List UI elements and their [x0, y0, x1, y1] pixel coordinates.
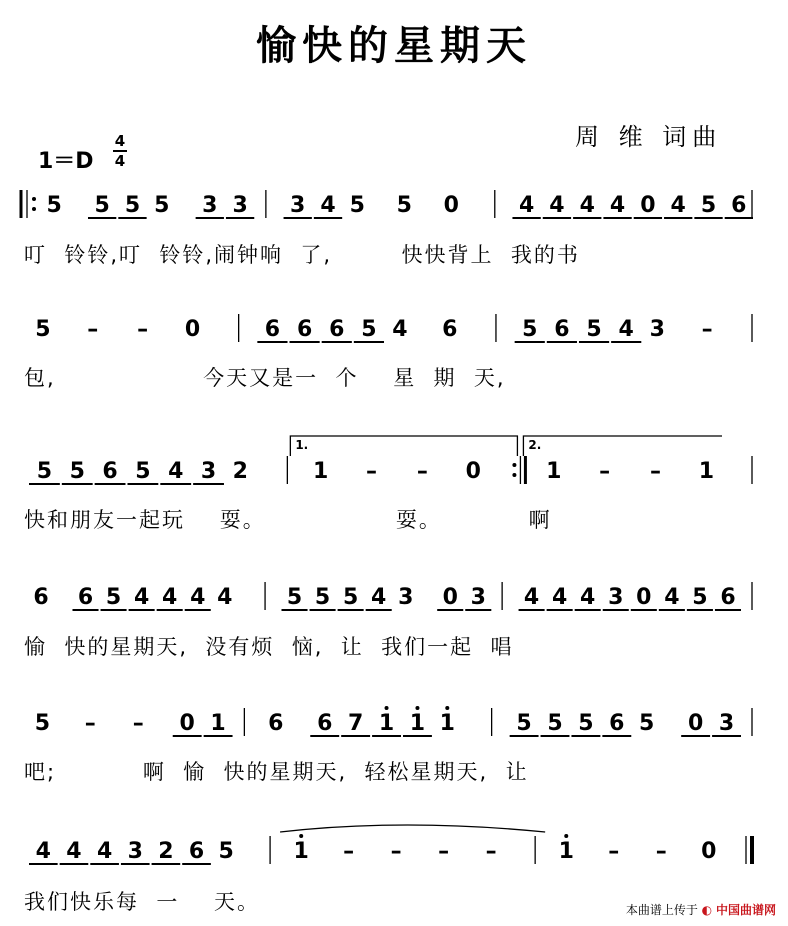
tie-arc — [280, 825, 545, 832]
high-octave-dot — [299, 834, 303, 838]
lyric-line: 快和朋友一起玩 耍。 耍。 啊 — [24, 508, 552, 532]
site-logo-icon: ◐ — [701, 903, 713, 917]
note: 0 — [465, 459, 481, 484]
note: 0 — [640, 193, 656, 218]
note: 5 — [36, 459, 53, 484]
note: 5 — [342, 585, 359, 610]
note: – — [599, 459, 611, 484]
note: 0 — [687, 711, 704, 736]
note: 6 — [720, 585, 736, 610]
note: 5 — [286, 585, 303, 610]
note: 6 — [33, 585, 49, 610]
note: 5 — [105, 585, 122, 610]
note: 0 — [184, 317, 201, 342]
footer-text: 本曲谱上传于 — [625, 903, 698, 917]
note: 2 — [158, 839, 174, 864]
volta-bracket — [523, 436, 722, 456]
note: 5 — [578, 711, 594, 736]
note: 4 — [580, 585, 596, 610]
key-signature: 1＝D — [38, 149, 94, 174]
note: 5 — [154, 193, 170, 218]
lyric-line: 吧; 啊 愉 快的星期天, 轻松星期天, 让 — [24, 760, 529, 784]
high-octave-dot — [385, 706, 389, 710]
note: 5 — [516, 711, 532, 736]
repeat-dot — [512, 473, 516, 477]
note: 5 — [638, 711, 655, 736]
note: 3 — [232, 193, 248, 218]
note: 4 — [392, 317, 408, 342]
note: 1 — [439, 711, 455, 736]
note: 6 — [264, 317, 281, 342]
note: – — [343, 839, 355, 864]
note: 0 — [701, 839, 717, 864]
high-octave-dot — [564, 834, 568, 838]
note: 1 — [558, 839, 574, 864]
time-signature-bottom: 4 — [114, 152, 126, 170]
note: 4 — [551, 585, 568, 610]
note: 5 — [586, 317, 602, 342]
site-logo: 中国曲谱网 — [715, 903, 776, 917]
note: 1 — [546, 459, 562, 484]
note: 5 — [349, 193, 365, 218]
note: 4 — [162, 585, 178, 610]
note: – — [655, 839, 667, 864]
note: – — [366, 459, 378, 484]
note: – — [485, 839, 497, 864]
lyric-line: 愉 快的星期天, 没有烦 恼, 让 我们一起 唱 — [24, 635, 514, 659]
note: 3 — [290, 193, 306, 218]
note: 3 — [649, 317, 665, 342]
note: 6 — [442, 317, 458, 342]
note: 4 — [518, 193, 535, 218]
note: 0 — [443, 193, 459, 218]
note: 6 — [188, 839, 205, 864]
note: 0 — [636, 585, 652, 610]
note: 4 — [664, 585, 680, 610]
note: 4 — [320, 193, 336, 218]
note: 5 — [314, 585, 331, 610]
note: 5 — [692, 585, 708, 610]
note: 3 — [200, 459, 217, 484]
note: 3 — [127, 839, 143, 864]
note: – — [701, 317, 713, 342]
note: – — [87, 317, 99, 342]
note: 5 — [522, 317, 538, 342]
composer-credit: 周 维 词曲 — [575, 123, 723, 151]
note: 4 — [96, 839, 113, 864]
lyric-line: 我们快乐每 一 天。 — [24, 890, 261, 914]
note: 6 — [329, 317, 345, 342]
lyric-line: 叮 铃铃,叮 铃铃,闹钟响 了, 快快背上 我的书 — [24, 243, 580, 267]
note: 6 — [77, 585, 94, 610]
note: 5 — [34, 711, 51, 736]
high-octave-dot — [445, 706, 449, 710]
note: 6 — [609, 711, 625, 736]
note: – — [137, 317, 149, 342]
note: 6 — [102, 459, 118, 484]
note: 5 — [35, 317, 51, 342]
note: 4 — [35, 839, 51, 864]
note: 5 — [46, 193, 62, 218]
volta-bracket — [290, 436, 517, 456]
note: 4 — [168, 459, 184, 484]
note: 1 — [698, 459, 715, 484]
page-title: 愉快的星期天 — [256, 22, 532, 69]
note: 4 — [217, 585, 233, 610]
note: 1 — [378, 711, 395, 736]
note: – — [416, 459, 428, 484]
note: 4 — [66, 839, 82, 864]
note: 5 — [124, 193, 141, 218]
note: 2 — [232, 459, 248, 484]
high-octave-dot — [415, 706, 419, 710]
note: 5 — [218, 839, 234, 864]
note: 7 — [347, 711, 364, 736]
note: 5 — [547, 711, 563, 736]
note: 4 — [133, 585, 150, 610]
note: 3 — [470, 585, 486, 610]
volta-label: 2. — [528, 438, 542, 452]
note: 4 — [618, 317, 634, 342]
note: – — [608, 839, 620, 864]
note: 3 — [718, 711, 735, 736]
note: 4 — [371, 585, 387, 610]
note: 1 — [409, 711, 426, 736]
note: – — [132, 711, 144, 736]
repeat-dot — [32, 207, 36, 211]
note: 6 — [317, 711, 333, 736]
repeat-dot — [32, 197, 36, 201]
note: 6 — [554, 317, 570, 342]
lyric-line: 包, 今天又是一 个 星 期 天, — [24, 366, 506, 390]
footer — [626, 901, 776, 918]
note: 6 — [731, 193, 747, 218]
note: 1 — [293, 839, 309, 864]
note: 5 — [94, 193, 110, 218]
note: 3 — [202, 193, 218, 218]
note: 5 — [69, 459, 85, 484]
note: 3 — [398, 585, 414, 610]
note: 5 — [700, 193, 717, 218]
note: 4 — [523, 585, 540, 610]
note: 0 — [442, 585, 458, 610]
note: 4 — [190, 585, 206, 610]
note: 6 — [296, 317, 313, 342]
note: – — [649, 459, 661, 484]
note: 4 — [549, 193, 565, 218]
note: 4 — [579, 193, 595, 218]
note: 4 — [609, 193, 626, 218]
note: 4 — [670, 193, 686, 218]
note: 6 — [268, 711, 284, 736]
note: 0 — [179, 711, 195, 736]
note: 3 — [608, 585, 624, 610]
note: – — [84, 711, 96, 736]
note: – — [390, 839, 402, 864]
volta-label: 1. — [295, 438, 309, 452]
repeat-dot — [512, 463, 516, 467]
note: 5 — [135, 459, 151, 484]
time-signature-top: 4 — [114, 132, 126, 150]
note: – — [438, 839, 450, 864]
note: 1 — [210, 711, 226, 736]
note: 1 — [313, 459, 329, 484]
note: 5 — [361, 317, 377, 342]
note: 5 — [396, 193, 412, 218]
